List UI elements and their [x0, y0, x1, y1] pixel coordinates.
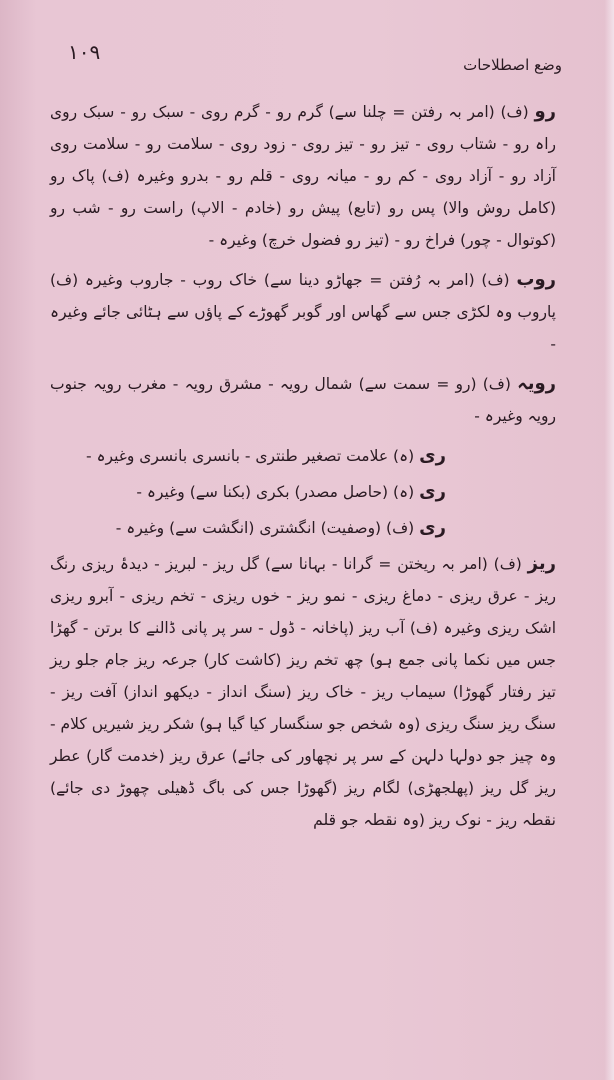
entry-ri-wasfiyat	[50, 512, 556, 544]
page-number: ۱۰۹	[68, 40, 101, 64]
entry-term: روب	[516, 269, 556, 290]
entry-text: (ف) (وصفیت) انگشتری (انگشت سے) وغیرہ -	[115, 519, 415, 537]
entry-rez	[50, 548, 556, 836]
dictionary-body	[50, 96, 556, 844]
entry-text: (ف) (رو = سمت سے) شمال رویہ - مشرق رویہ - مغرب رویہ جنوب رویہ وغیرہ -	[50, 375, 556, 425]
page-edge	[604, 0, 614, 1080]
entry-term: رویہ	[517, 373, 556, 394]
entry-term: رو	[534, 101, 556, 122]
entry-text: (ف) (امر بہ رُفتن = جھاڑو دینا سے) خاک روب - جاروب وغیرہ (ف) پاروب وہ لکڑی جس سے گھاس اور گوبر گھوڑے کے پاؤں سے ہٹائی جائے وغیرہ -	[50, 271, 556, 353]
entry-ro	[50, 96, 556, 256]
entry-text: (ہ) علامت تصغیر طنتری - بانسری بانسری وغیرہ -	[85, 447, 415, 465]
entry-term: ری	[419, 481, 446, 502]
entry-rob	[50, 264, 556, 360]
entry-text: (ف) (امر بہ رفتن = چلنا سے) گرم رو - گرم روی - سبک رو - سبک روی راہ رو - شتاب روی - تیز رو - تیز روی - زود روی - سلامت رو - سلامت روی آزاد رو - آزاد روی - کم رو - میانہ روی - قلم رو - بدرو وغیرہ (ف) پاک رو (کامل روش والا) پس رو (تابع) پیش رو (خادم - الاپ) راست رو - شب رو (کوتوال - چور) فراخ رو - (تیز رو فضول خرچ) وغیرہ -	[50, 103, 556, 249]
entry-term: ریز	[527, 553, 556, 574]
entry-text: (ف) (امر بہ ریختن = گرانا - بہانا سے) گل ریز - لبریز - دیدۂ ریزی رنگ ریز - عرق ریزی - دماغ ریزی - نمو ریز - خوں ریزی - تخم ریزی - آبرو ریزی اشک ریزی وغیرہ (ف) آب ریز (پاخانہ - ڈول - سر پر پانی ڈالنے کا برتن - گھڑا جس میں نکما پانی جمع ہو) چھ تخم ریز (کاشت کار) جرعہ ریز جام جلو ریز تیز رفتار گھوڑا) سیماب ریز - خاک ریز (سنگ انداز - دیکھو انداز) آفت ریز - سنگ ریز سنگ ریزی (وہ شخص جو سنگسار کیا گیا ہو) شکر ریز شیریں کلام - وہ چیز جو دولہا دلہن کے سر پر نچھاور کی جائے) عرق ریز (خدمت گار) عطر ریز گل ریز (پھلجھڑی) لگام ریز (گھوڑا جس کی باگ ڈھیلی چھوڑ دی جائے) نقطہ ریز - نوک ریز (وہ نقطہ جو قلم	[50, 555, 556, 829]
entry-term: ری	[419, 517, 446, 538]
entry-text: (ہ) (حاصل مصدر) بکری (بکنا سے) وغیرہ -	[136, 483, 415, 501]
entry-ri-masdar	[50, 476, 556, 508]
page-header	[0, 40, 614, 80]
entry-ri-tasgheer	[50, 440, 556, 472]
running-head: وضع اصطلاحات	[463, 56, 562, 74]
entry-ruya	[50, 368, 556, 432]
entry-term: ری	[419, 445, 446, 466]
